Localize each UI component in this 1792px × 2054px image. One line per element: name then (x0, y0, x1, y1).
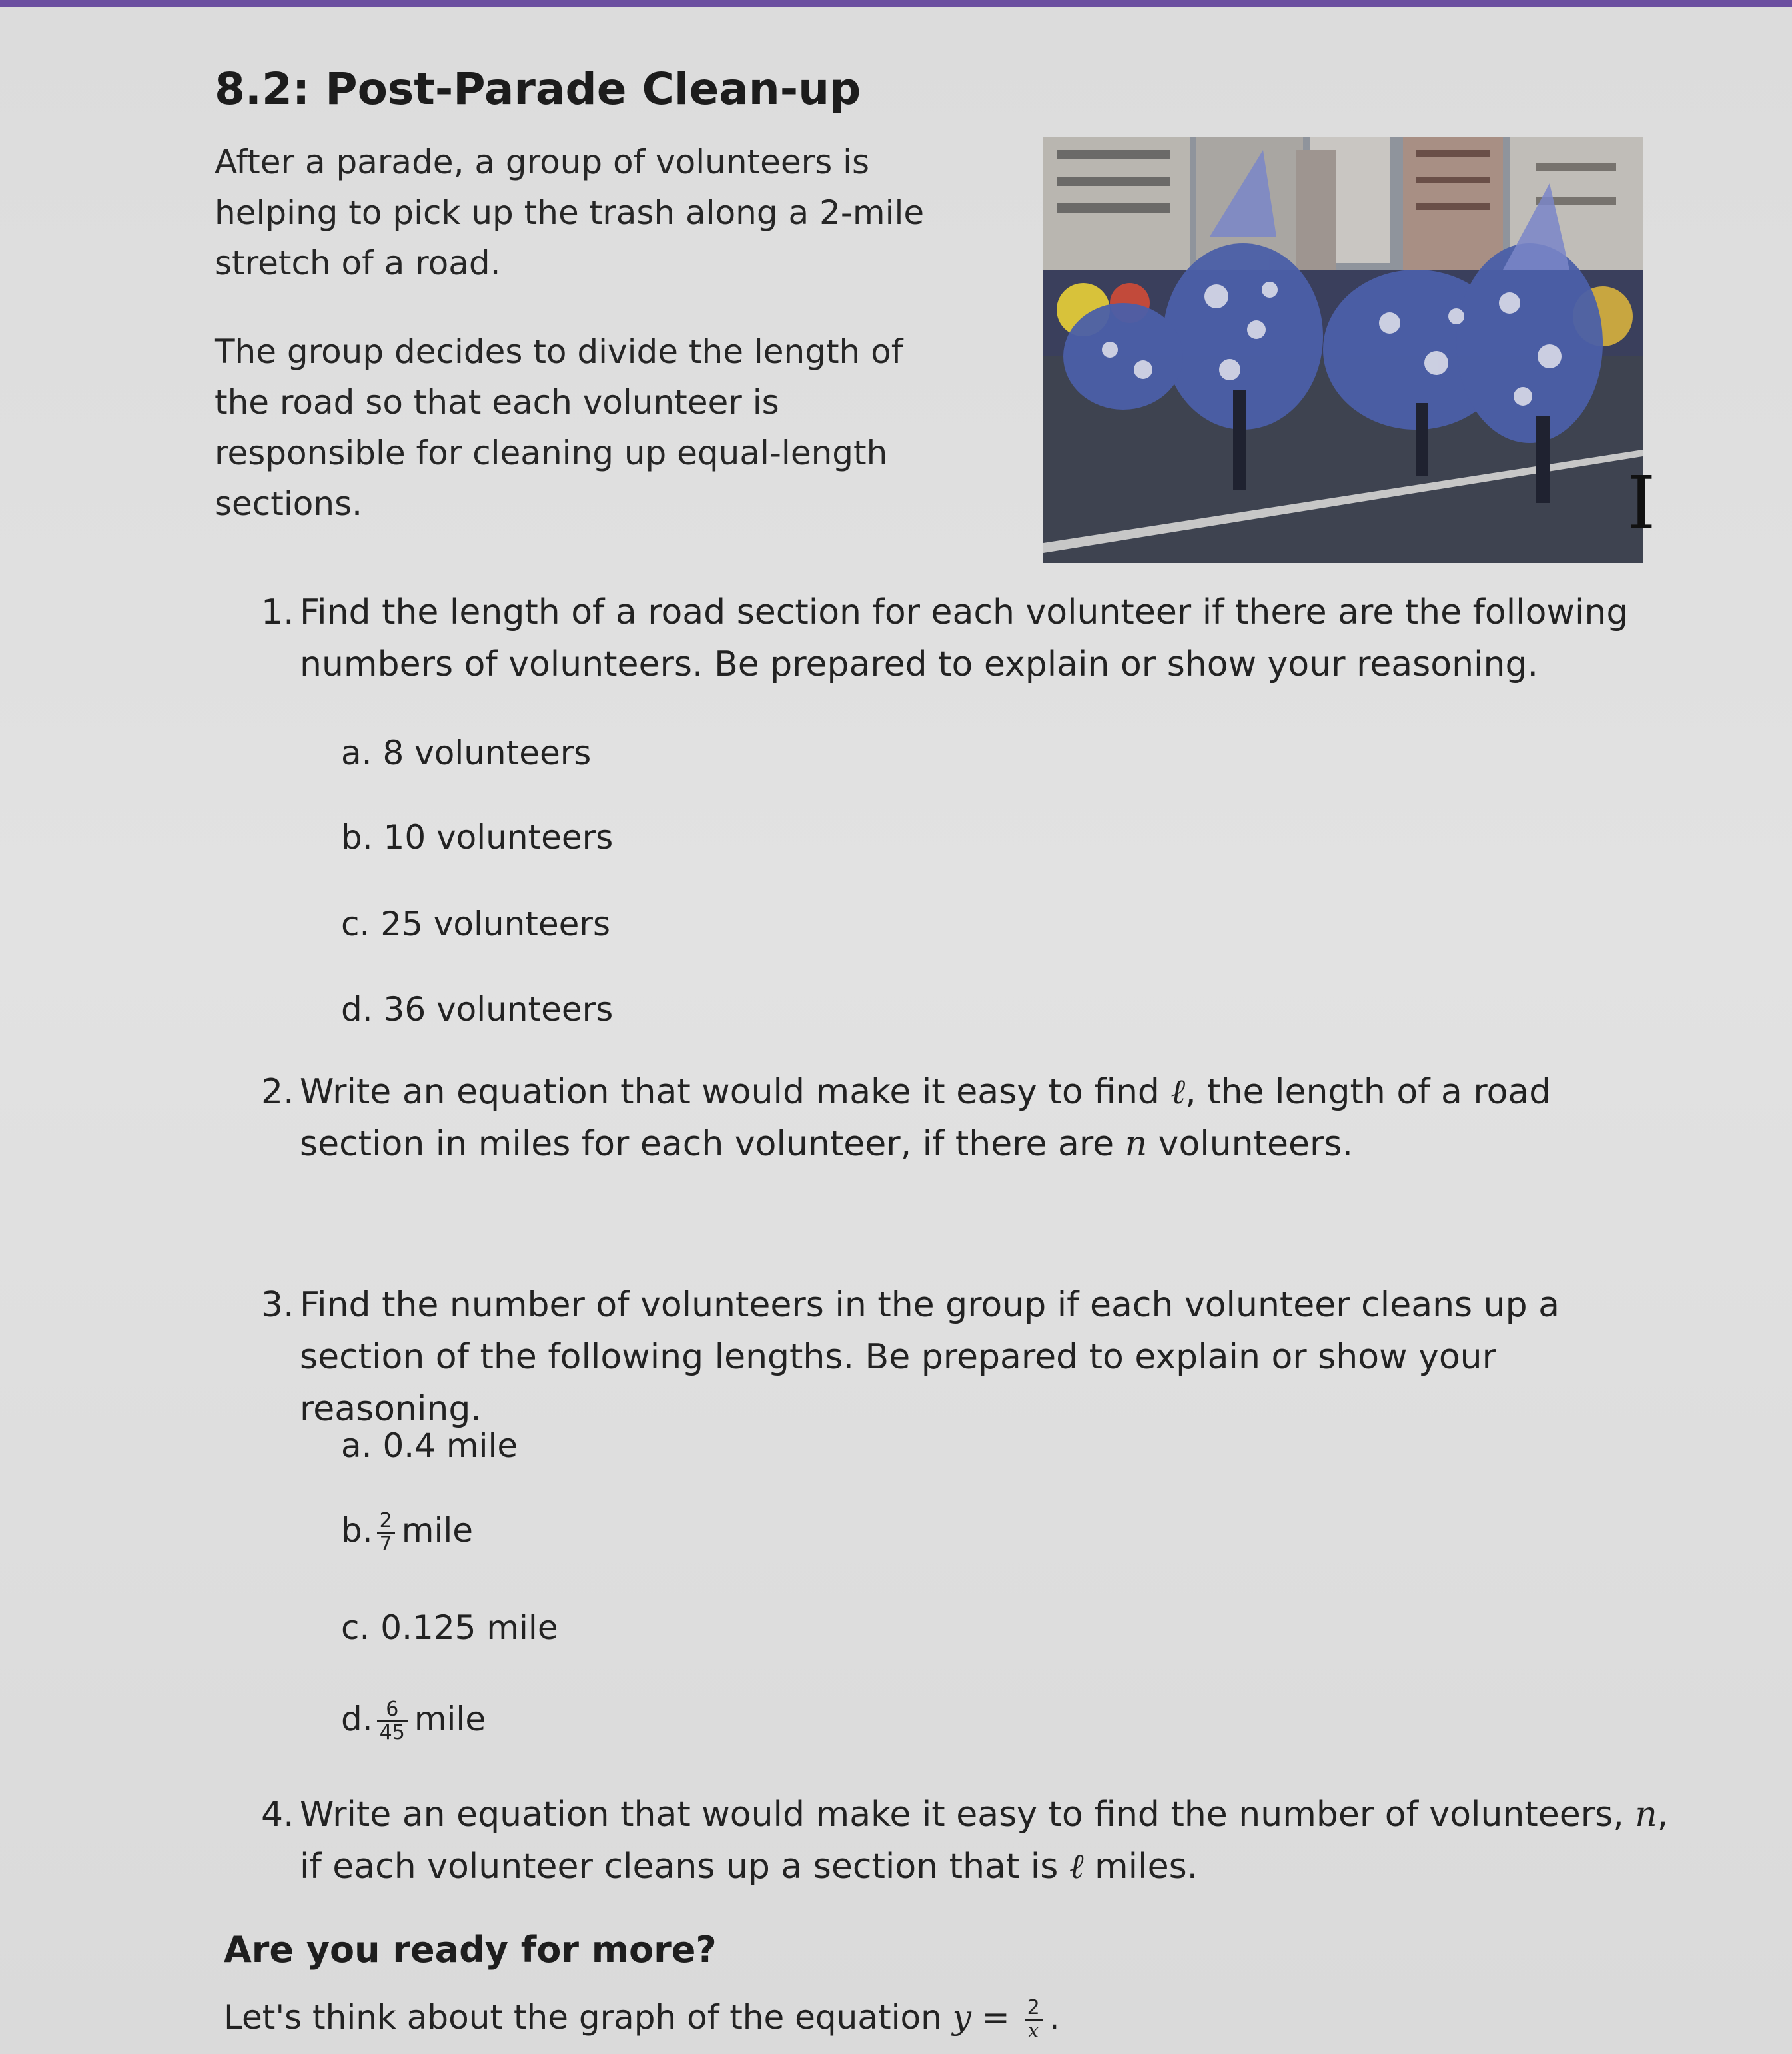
question-4-number: 4. (261, 1795, 294, 1835)
q3-item-c-text: 0.125 mile (380, 1608, 558, 1647)
q1-item-b-label: b. (341, 818, 373, 857)
q3-item-d-fraction (377, 1699, 408, 1744)
more-text (224, 1992, 1060, 2043)
q1-item-a (341, 730, 591, 776)
intro-paragraph-2: The group decides to divide the length of the road so that each volunteer is responsible for cleaning up equal-length sections. (215, 332, 903, 523)
q1-item-b-text: 10 volunteers (383, 818, 614, 857)
more-text-before: Let's think about the graph of the equation (224, 1998, 953, 2037)
more-eq-fraction (1025, 1997, 1043, 2042)
parade-photo (1043, 137, 1643, 563)
q1-item-a-label: a. (341, 734, 372, 772)
intro-paragraph-1: After a parade, a group of volunteers is helping to pick up the trash along a 2-mile stretch of a road. (215, 143, 925, 282)
more-eq-lhs: y (952, 1998, 971, 2037)
question-3-number: 3. (261, 1285, 294, 1325)
more-heading: Are you ready for more? (224, 1929, 717, 1971)
question-4-text-before: Write an equation that would make it easy to find the number of volunteers, (300, 1795, 1635, 1835)
question-2-var-l: ℓ (1170, 1072, 1186, 1112)
question-1-text: Find the length of a road section for each volunteer if there are the following numbers of volunteers. Be prepared to explain or show your reasoning. (300, 592, 1629, 684)
q3-item-b-text: mile (401, 1511, 473, 1550)
text-cursor-icon: I (1627, 460, 1656, 546)
question-2 (261, 1066, 1672, 1170)
page-title: 8.2: Post-Parade Clean-up (215, 63, 861, 115)
top-accent-bar (0, 0, 1792, 7)
q3-item-b-numerator: 2 (377, 1510, 395, 1534)
q3-item-d-denominator: 45 (379, 1721, 405, 1744)
q3-item-d-text: mile (414, 1700, 486, 1738)
q3-item-c-label: c. (341, 1608, 370, 1647)
question-2-text-middle: , the length of a road section in miles for each volunteer, if there are (300, 1072, 1552, 1164)
q3-item-d (341, 1696, 486, 1744)
q3-item-d-numerator: 6 (377, 1699, 408, 1722)
q1-item-d (341, 986, 613, 1033)
q3-item-d-label: d. (341, 1700, 373, 1738)
q1-item-a-text: 8 volunteers (382, 734, 592, 772)
q1-item-c-label: c. (341, 905, 370, 943)
question-2-var-n: n (1124, 1124, 1148, 1164)
q3-item-c (341, 1604, 558, 1651)
q3-item-a-label: a. (341, 1426, 372, 1465)
parade-photo-icon (1043, 137, 1643, 563)
more-text-after: . (1049, 1998, 1060, 2037)
q3-item-a (341, 1422, 518, 1469)
question-4-var-n: n (1635, 1795, 1657, 1835)
q3-item-b-denominator: 7 (379, 1532, 392, 1556)
more-eq-denominator: x (1027, 2019, 1039, 2043)
more-eq-sign: = (971, 1998, 1021, 2037)
more-eq-numerator: 2 (1025, 1997, 1043, 2021)
question-3 (261, 1279, 1672, 1435)
question-1 (261, 586, 1672, 690)
q1-item-c (341, 901, 610, 947)
question-4-var-l: ℓ (1069, 1847, 1084, 1887)
q1-item-d-label: d. (341, 990, 373, 1029)
question-4 (261, 1789, 1672, 1893)
question-4-text-after: miles. (1083, 1847, 1198, 1887)
question-2-text-before: Write an equation that would make it easy to find (300, 1072, 1171, 1112)
q3-item-a-text: 0.4 mile (382, 1426, 518, 1465)
q3-item-b (341, 1507, 473, 1555)
q1-item-d-text: 36 volunteers (383, 990, 614, 1029)
question-2-text-after: volunteers. (1147, 1124, 1353, 1164)
q3-item-b-fraction (377, 1510, 395, 1555)
question-2-number: 2. (261, 1072, 294, 1112)
question-3-text: Find the number of volunteers in the group if each volunteer cleans up a section of the following lengths. Be prepared to explain or show your reasoning. (300, 1285, 1560, 1429)
q1-item-b (341, 814, 613, 861)
question-1-number: 1. (261, 592, 294, 632)
q1-item-c-text: 25 volunteers (380, 905, 610, 943)
q3-item-b-label: b. (341, 1511, 373, 1550)
question-4-text-middle: , if each volunteer cleans up a section that is (300, 1795, 1669, 1887)
